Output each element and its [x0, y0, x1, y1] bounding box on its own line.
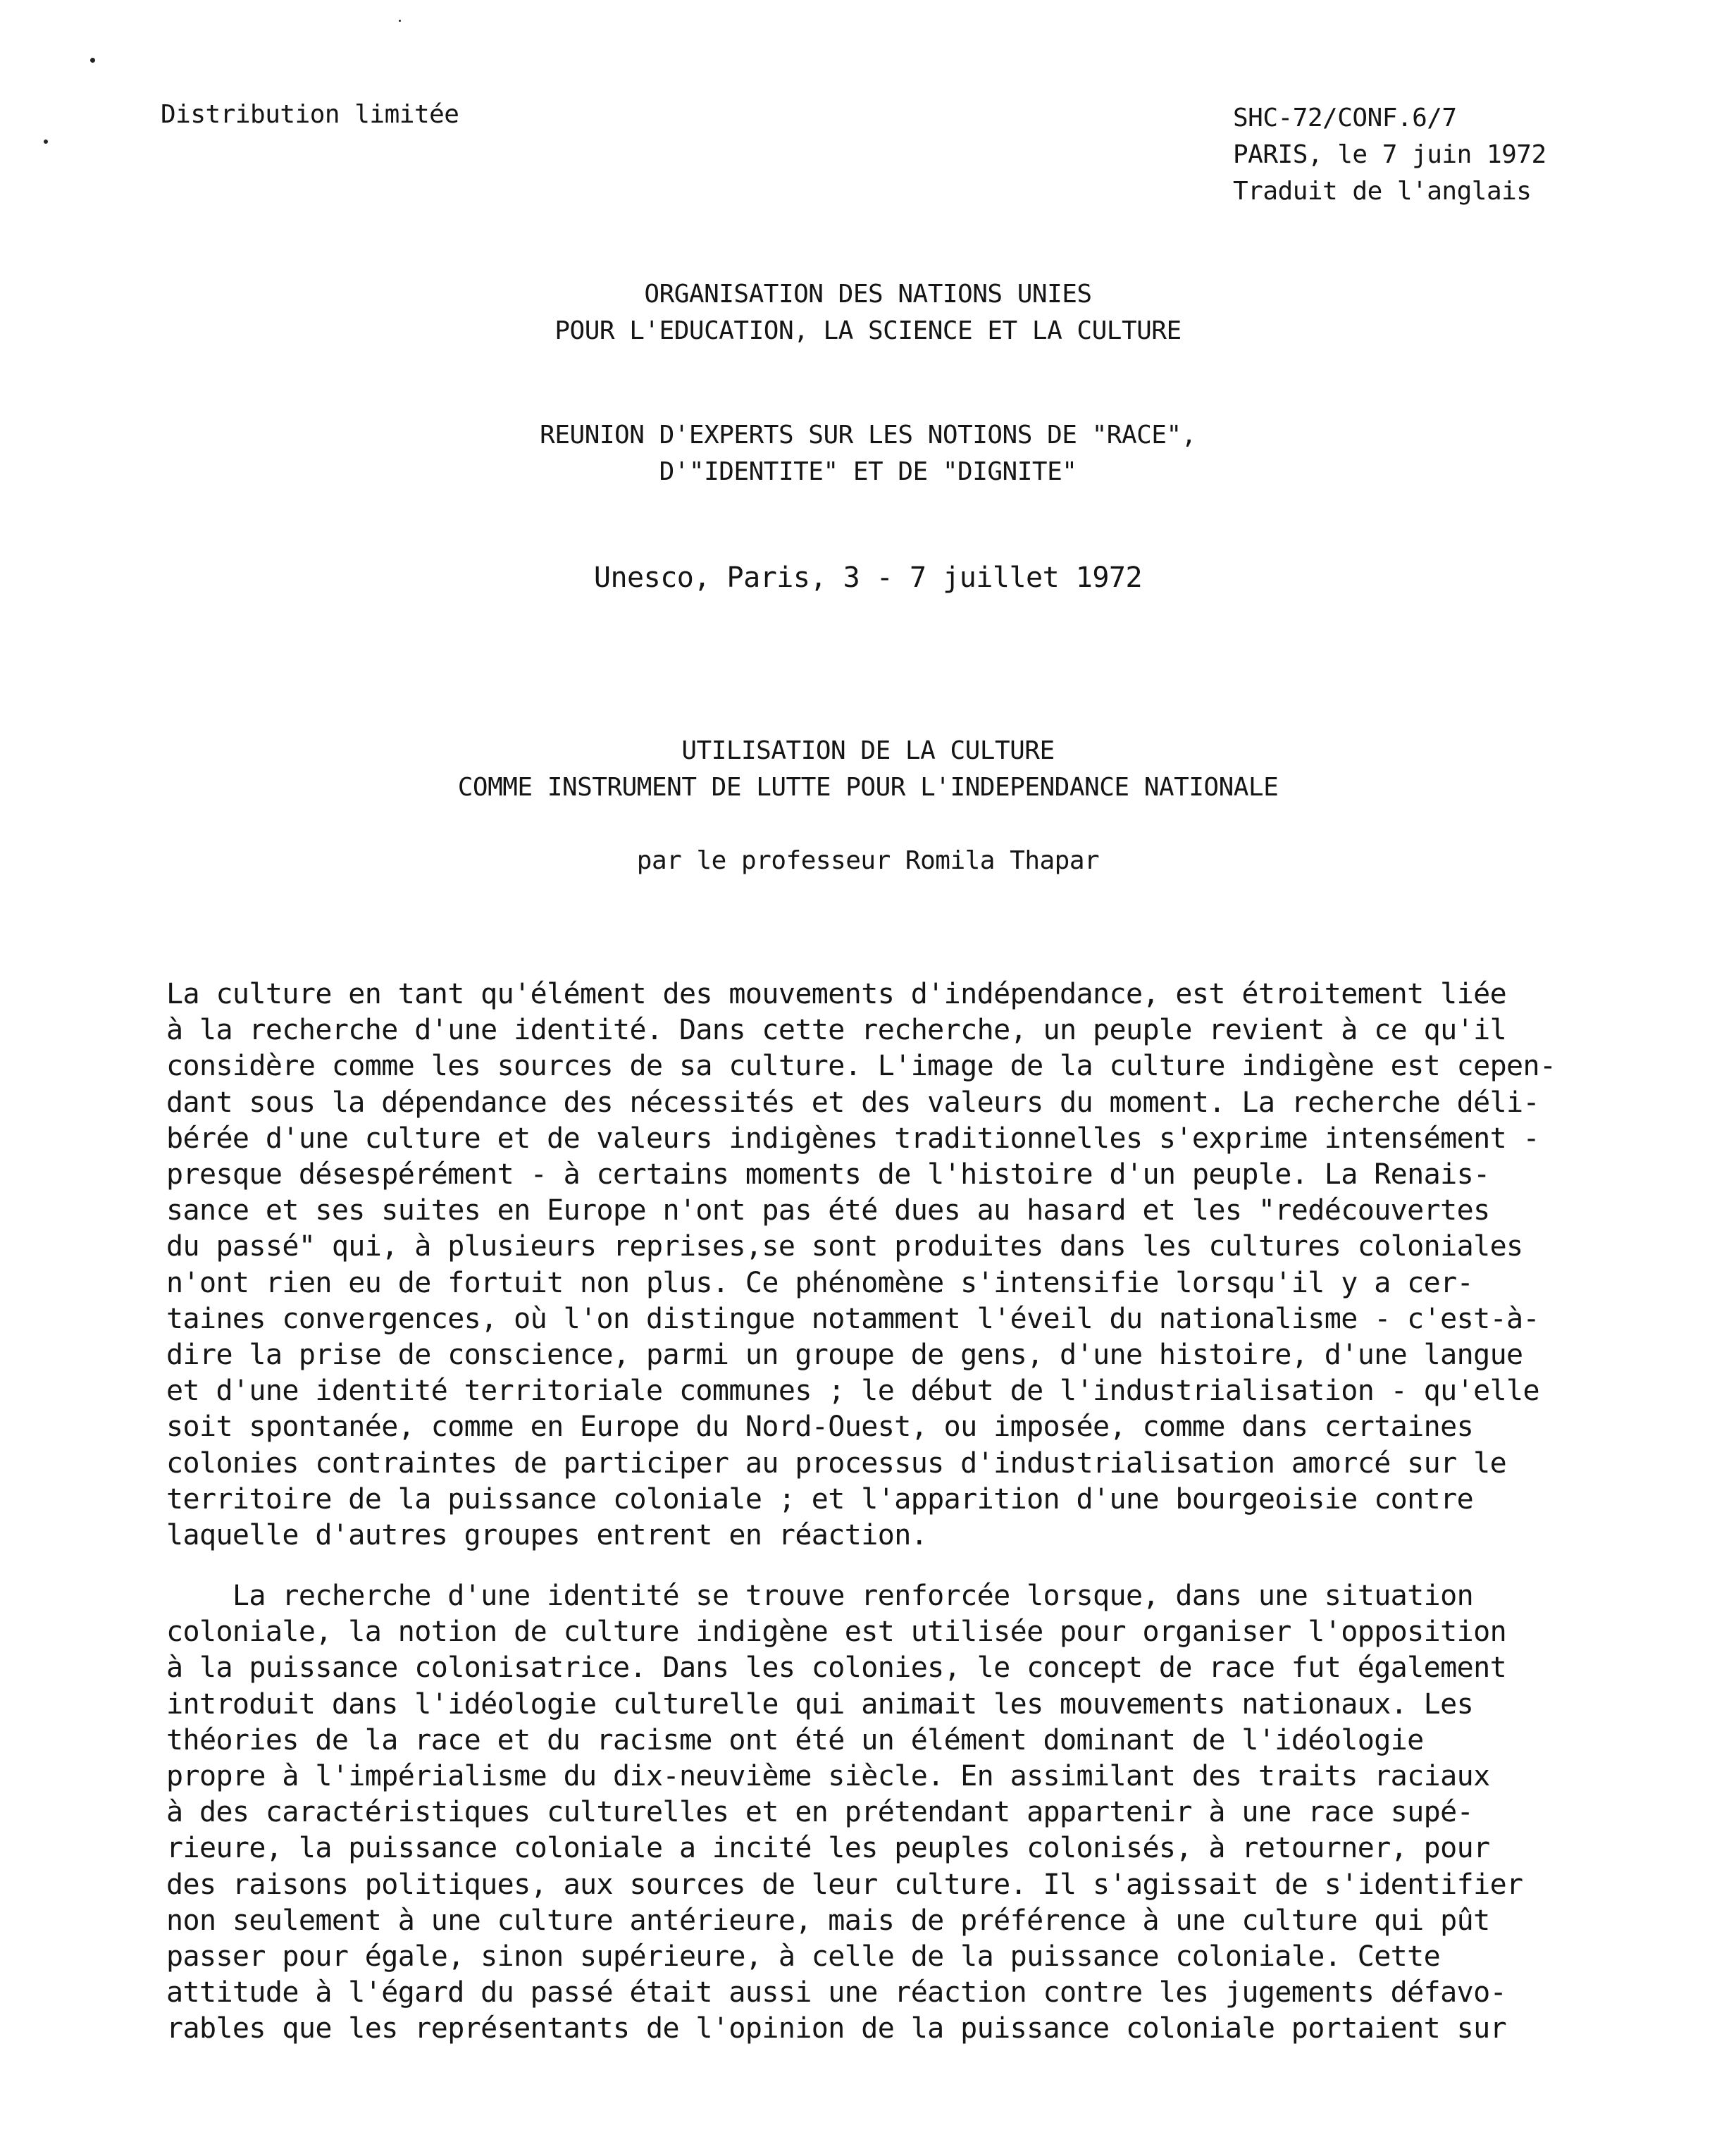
organization-line-1: ORGANISATION DES NATIONS UNIES [644, 280, 1092, 309]
body-paragraph-2 [166, 1578, 1639, 2047]
distribution-label: Distribution limitée [161, 100, 459, 129]
scan-speck [90, 58, 95, 63]
body-paragraph-1 [166, 977, 1639, 1554]
paper-title-line-2: COMME INSTRUMENT DE LUTTE POUR L'INDEPENDANCE NATIONALE [457, 773, 1279, 802]
text-line: considère comme les sources de sa culture. L'image de la culture indigène est cepen- [166, 1050, 1556, 1083]
text-line: colonies contraintes de participer au processus d'industrialisation amorcé sur le [166, 1446, 1507, 1480]
paper-author: par le professeur Romila Thapar [636, 846, 1100, 875]
text-line: territoire de la puissance coloniale ; et l'apparition d'une bourgeoisie contre [166, 1482, 1474, 1516]
text-line: passer pour égale, sinon supérieure, à celle de la puissance coloniale. Cette [166, 1940, 1441, 1974]
text-line: non seulement à une culture antérieure, mais de préférence à une culture qui pût [166, 1904, 1490, 1937]
text-line: et d'une identité territoriale communes ; le début de l'industrialisation - qu'elle [166, 1375, 1540, 1408]
text-line: des raisons politiques, aux sources de leur culture. Il s'agissait de s'identifier [166, 1868, 1523, 1901]
text-line: soit spontanée, comme en Europe du Nord-Ouest, ou imposée, comme dans certaines [166, 1411, 1474, 1444]
text-line: taines convergences, où l'on distingue notamment l'éveil du nationalisme - c'est-à- [166, 1302, 1540, 1335]
text-line: La culture en tant qu'élément des mouvements d'indépendance, est étroitement liée [166, 978, 1507, 1010]
text-line: presque désespérément - à certains moments de l'histoire d'un peuple. La Renais- [166, 1158, 1490, 1191]
text-line: La recherche d'une identité se trouve renforcée lorsque, dans une situation [166, 1580, 1474, 1612]
place-date: PARIS, le 7 juin 1972 [1233, 140, 1546, 169]
text-line: laquelle d'autres groupes entrent en réaction. [166, 1519, 928, 1552]
scan-speck [44, 140, 48, 144]
organization-heading [0, 276, 1736, 349]
paper-title [0, 733, 1736, 806]
text-line: attitude à l'égard du passé était aussi une réaction contre les jugements défavo- [166, 1976, 1507, 2009]
text-line: bérée d'une culture et de valeurs indigènes traditionnelles s'exprime intensément - [166, 1122, 1540, 1155]
text-line: du passé" qui, à plusieurs reprises,se sont produites dans les cultures coloniales [166, 1230, 1523, 1263]
document-reference: SHC-72/CONF.6/7 [1233, 104, 1457, 132]
text-line: introduit dans l'idéologie culturelle qui animait les mouvements nationaux. Les [166, 1687, 1474, 1721]
text-line: dant sous la dépendance des nécessités et des valeurs du moment. La recherche déli- [166, 1086, 1540, 1119]
text-line: rables que les représentants de l'opinion de la puissance coloniale portaient sur [166, 2012, 1507, 2045]
scan-speck [399, 20, 401, 22]
text-line: à la puissance colonisatrice. Dans les colonies, le concept de race fut également [166, 1652, 1507, 1685]
text-line: coloniale, la notion de culture indigène est utilisée pour organiser l'opposition [166, 1616, 1507, 1649]
text-line: dire la prise de conscience, parmi un groupe de gens, d'une histoire, d'une langue [166, 1339, 1523, 1372]
text-line: n'ont rien eu de fortuit non plus. Ce phénomène s'intensifie lorsqu'il y a cer- [166, 1266, 1474, 1299]
paper-title-line-1: UTILISATION DE LA CULTURE [681, 736, 1055, 765]
text-line: sance et ses suites en Europe n'ont pas été dues au hasard et les "redécouvertes [166, 1194, 1490, 1227]
translation-note: Traduit de l'anglais [1233, 177, 1532, 206]
meeting-heading [0, 417, 1736, 490]
text-line: théories de la race et du racisme ont été un élément dominant de l'idéologie [166, 1723, 1424, 1757]
text-line: à la recherche d'une identité. Dans cette recherche, un peuple revient à ce qu'il [166, 1014, 1507, 1047]
text-line: à des caractéristiques culturelles et en prétendant appartenir à une race supé- [166, 1796, 1474, 1829]
meeting-line-2: D'"IDENTITE" ET DE "DIGNITE" [659, 457, 1077, 486]
document-reference-block [1233, 100, 1546, 210]
meeting-line-1: REUNION D'EXPERTS SUR LES NOTIONS DE "RACE", [540, 421, 1196, 450]
text-line: propre à l'impérialisme du dix-neuvième siècle. En assimilant des traits raciaux [166, 1760, 1490, 1793]
text-line: rieure, la puissance coloniale a incité les peuples colonisés, à retourner, pour [166, 1832, 1490, 1865]
organization-line-2: POUR L'EDUCATION, LA SCIENCE ET LA CULTURE [554, 316, 1182, 345]
venue-line: Unesco, Paris, 3 - 7 juillet 1972 [593, 562, 1143, 594]
